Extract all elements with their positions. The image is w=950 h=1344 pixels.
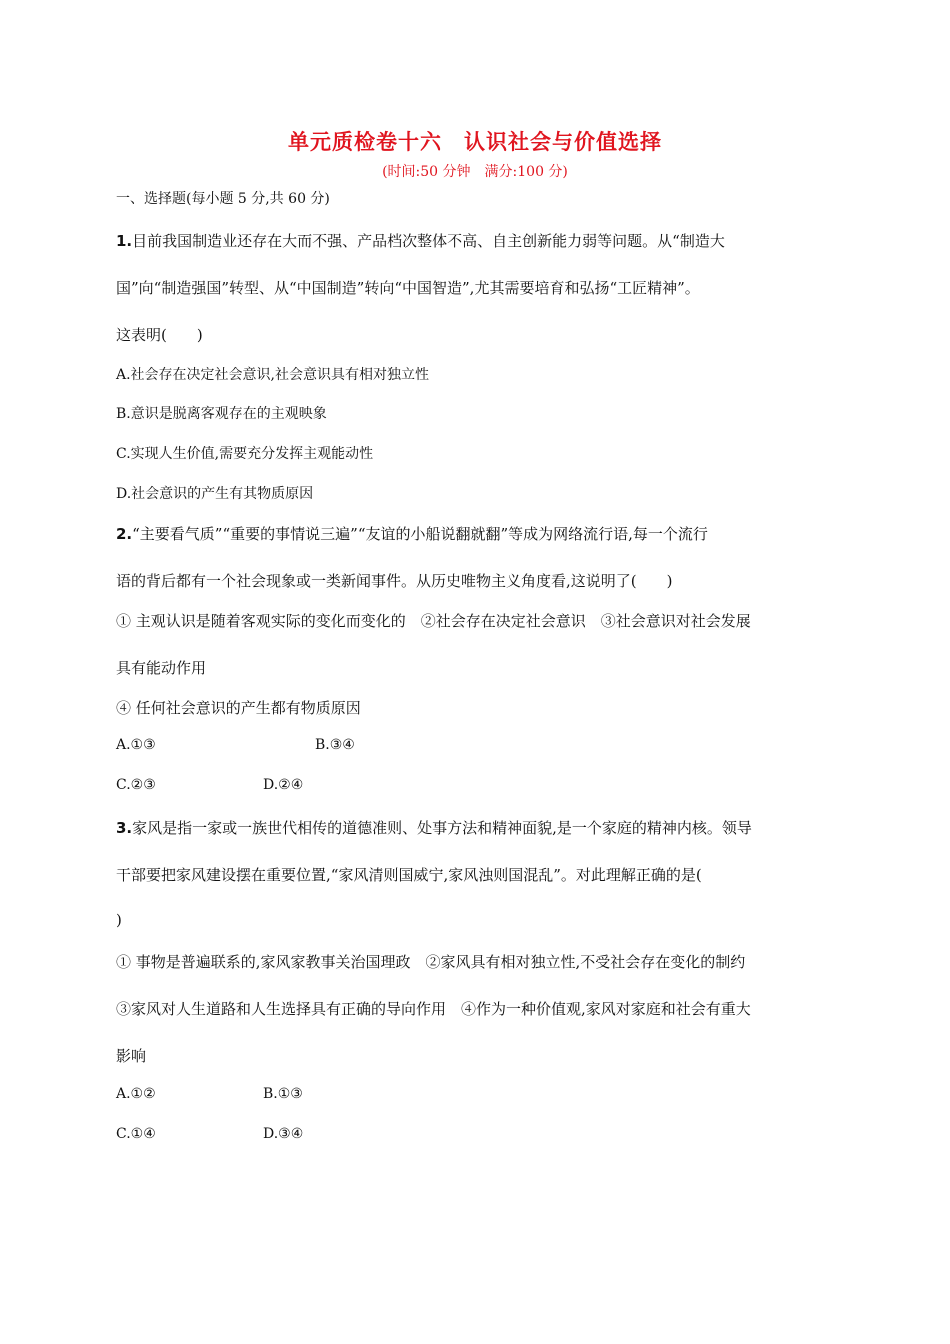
question-3-number: 3. xyxy=(116,819,133,837)
question-2-option-c: C.②③ xyxy=(116,777,156,793)
question-1-option-b: B.意识是脱离客观存在的主观映象 xyxy=(116,406,327,422)
question-1-line-3: 这表明( ) xyxy=(116,326,203,344)
question-3-statement-1: ① 事物是普遍联系的,家风家教事关治国理政 ②家风具有相对独立性,不受社会存在变化的制约 xyxy=(116,953,746,971)
section-heading: 一、选择题(每小题 5 分,共 60 分) xyxy=(116,191,330,207)
question-1-line-1 xyxy=(116,230,725,251)
question-3-text-1: 家风是指一家或一族世代相传的道德准则、处事方法和精神面貌,是一个家庭的精神内核。领导 xyxy=(132,819,752,837)
question-3-line-2: 干部要把家风建设摆在重要位置,“家风清则国威宁,家风浊则国混乱”。对此理解正确的是( xyxy=(116,866,702,884)
question-3-option-d: D.③④ xyxy=(263,1126,304,1142)
question-1-option-d: D.社会意识的产生有其物质原因 xyxy=(116,486,314,502)
question-1-text-1: 目前我国制造业还存在大而不强、产品档次整体不高、自主创新能力弱等问题。从“制造大 xyxy=(132,232,725,250)
question-3-option-b: B.①③ xyxy=(263,1086,303,1102)
question-2-option-b: B.③④ xyxy=(315,737,355,753)
question-3-statement-3-cont: 影响 xyxy=(116,1047,147,1065)
page-subtitle: (时间:50 分钟 满分:100 分) xyxy=(382,164,568,180)
question-2-text-1: “主要看气质”“重要的事情说三遍”“友谊的小船说翻就翻”等成为网络流行语,每一个流行 xyxy=(132,525,708,543)
question-1-option-a: A.社会存在决定社会意识,社会意识具有相对独立性 xyxy=(116,367,430,383)
question-1-line-2: 国”向“制造强国”转型、从“中国制造”转向“中国智造”,尤其需要培育和弘扬“工匠精神”。 xyxy=(116,279,700,297)
question-3-line-3: ) xyxy=(116,911,122,929)
question-2-line-1 xyxy=(116,523,708,544)
question-2-option-a: A.①③ xyxy=(116,737,156,753)
question-2-statement-1-cont: 具有能动作用 xyxy=(116,659,207,677)
question-2-option-d: D.②④ xyxy=(263,777,304,793)
question-2-line-2: 语的背后都有一个社会现象或一类新闻事件。从历史唯物主义角度看,这说明了( ) xyxy=(116,572,673,590)
question-2-statement-1: ① 主观认识是随着客观实际的变化而变化的 ②社会存在决定社会意识 ③社会意识对社会发展 xyxy=(116,612,751,630)
question-3-option-c: C.①④ xyxy=(116,1126,156,1142)
question-2-number: 2. xyxy=(116,525,133,543)
question-3-option-a: A.①② xyxy=(116,1086,156,1102)
question-1-option-c: C.实现人生价值,需要充分发挥主观能动性 xyxy=(116,446,374,462)
question-1-number: 1. xyxy=(116,232,133,250)
question-2-statement-4: ④ 任何社会意识的产生都有物质原因 xyxy=(116,699,361,717)
page-title: 单元质检卷十六 认识社会与价值选择 xyxy=(288,130,662,154)
question-3-statement-3: ③家风对人生道路和人生选择具有正确的导向作用 ④作为一种价值观,家风对家庭和社会有重大 xyxy=(116,1000,751,1018)
question-3-line-1 xyxy=(116,817,752,838)
